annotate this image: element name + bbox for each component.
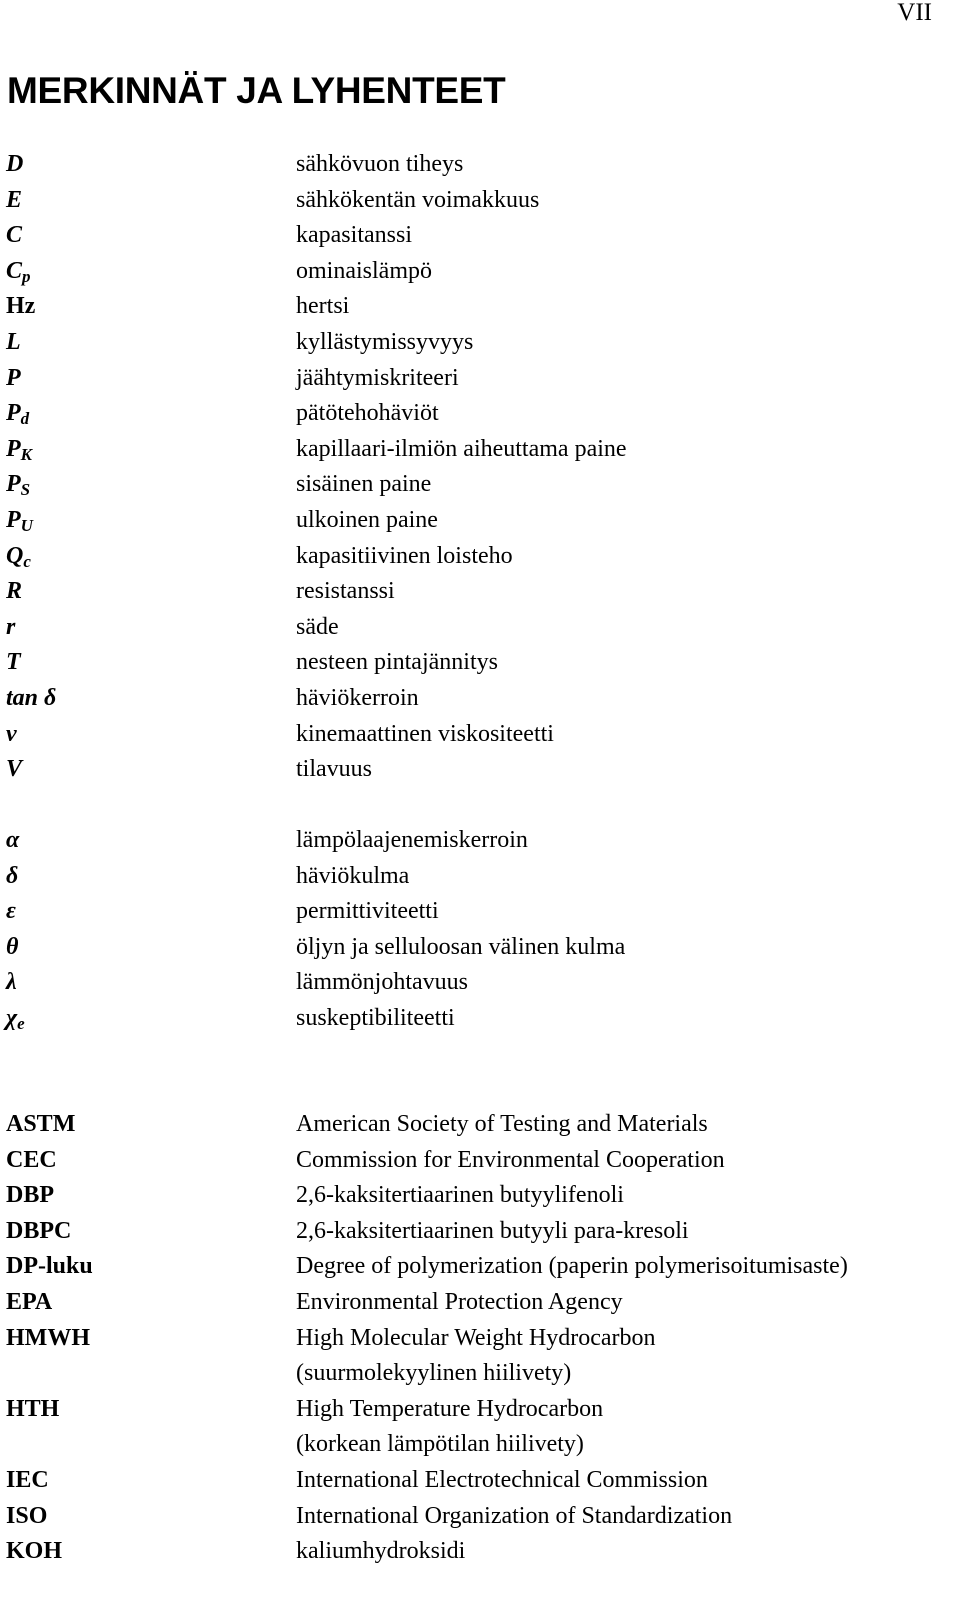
page-title: MERKINNÄT JA LYHENTEET xyxy=(7,70,506,111)
symbol-term xyxy=(0,289,296,325)
symbol-entry xyxy=(0,752,960,788)
abbreviation-entry xyxy=(0,1534,960,1570)
symbol-entry xyxy=(0,183,960,219)
symbol-entry xyxy=(0,574,960,610)
abbreviation-entry xyxy=(0,1214,960,1250)
page-number: VII xyxy=(897,0,932,26)
abbreviation-definition xyxy=(296,1107,960,1143)
symbol-subscript: c xyxy=(23,551,31,571)
symbol-definition: kyllästymissyvyys xyxy=(296,328,474,355)
symbol-main: tan δ xyxy=(6,684,57,711)
symbol-term xyxy=(0,183,296,219)
abbreviation-definition xyxy=(296,1285,960,1321)
abbreviations-list xyxy=(0,1107,960,1570)
symbol-term xyxy=(0,645,296,681)
symbol-definition: lämmönjohtavuus xyxy=(296,969,468,996)
symbol-main: P xyxy=(6,400,21,427)
abbreviation-term: IEC xyxy=(6,1466,49,1493)
abbreviation-entry xyxy=(0,1143,960,1179)
definition-line: Commission for Environmental Cooperation xyxy=(296,1146,725,1173)
symbol-subscript: e xyxy=(17,1013,25,1033)
symbol-main: D xyxy=(6,151,24,177)
abbreviation-term: KOH xyxy=(6,1538,63,1565)
symbol-main: ε xyxy=(6,898,16,925)
symbol-definition: jäähtymiskriteeri xyxy=(296,364,459,391)
abbreviation-definition xyxy=(296,1143,960,1179)
symbol-definition: tilavuus xyxy=(296,756,372,783)
definition-line: 2,6-kaksitertiaarinen butyyli para-kresoli xyxy=(296,1217,689,1244)
symbol-main: Hz xyxy=(6,293,36,320)
abbreviation-definition xyxy=(296,1321,960,1392)
greek-symbol-entry xyxy=(0,823,960,859)
abbreviation-term: CEC xyxy=(6,1146,57,1173)
symbol-term xyxy=(0,361,296,397)
symbol-main: V xyxy=(6,756,23,783)
symbol-definition: häviökulma xyxy=(296,862,410,889)
symbol-definition: häviökerroin xyxy=(296,684,419,711)
symbol-main: T xyxy=(6,649,21,676)
symbol-entry xyxy=(0,218,960,254)
greek-symbol-entry xyxy=(0,1001,960,1037)
symbol-entry xyxy=(0,681,960,717)
symbol-entry xyxy=(0,467,960,503)
symbol-definition: pätötehohäviöt xyxy=(296,400,439,427)
symbol-term xyxy=(0,823,296,859)
symbol-term xyxy=(0,325,296,361)
symbol-entry xyxy=(0,254,960,290)
symbol-definition: sähkövuon tiheys xyxy=(296,151,464,177)
symbol-definition: kapasitiivinen loisteho xyxy=(296,542,513,569)
definition-line: kaliumhydroksidi xyxy=(296,1538,466,1565)
symbol-main: θ xyxy=(6,933,19,960)
symbol-entry xyxy=(0,539,960,575)
symbol-subscript: S xyxy=(20,480,31,500)
symbol-subscript: p xyxy=(22,266,31,286)
symbol-definition: kapillaari-ilmiön aiheuttama paine xyxy=(296,435,627,462)
definition-line: 2,6-kaksitertiaarinen butyylifenoli xyxy=(296,1182,624,1209)
symbol-entry xyxy=(0,503,960,539)
definition-line: International Electrotechnical Commission xyxy=(296,1466,708,1493)
symbol-term xyxy=(0,432,296,468)
abbreviation-entry xyxy=(0,1321,960,1392)
abbreviation-term: DP-luku xyxy=(6,1253,93,1280)
symbol-entry xyxy=(0,610,960,646)
symbol-term xyxy=(0,894,296,930)
symbol-definition: sähkökentän voimakkuus xyxy=(296,186,540,213)
greek-symbol-entry xyxy=(0,930,960,966)
symbol-definition: hertsi xyxy=(296,293,350,320)
abbreviation-definition xyxy=(296,1214,960,1250)
abbreviation-term: DBP xyxy=(6,1182,54,1209)
abbreviation-term: HTH xyxy=(6,1395,60,1422)
symbol-main: λ xyxy=(6,969,17,996)
definition-line: International Organization of Standardization xyxy=(296,1502,733,1529)
symbol-term xyxy=(0,574,296,610)
abbreviation-definition xyxy=(296,1534,960,1570)
symbol-entry xyxy=(0,396,960,432)
abbreviation-definition xyxy=(296,1249,960,1285)
symbol-entry xyxy=(0,645,960,681)
symbol-entry xyxy=(0,432,960,468)
symbol-main: χ xyxy=(6,1004,18,1031)
symbol-definition: permittiviteetti xyxy=(296,898,439,925)
symbol-main: C xyxy=(6,222,23,249)
symbol-main: P xyxy=(6,435,21,462)
symbol-entry xyxy=(0,147,960,183)
abbreviation-term: HMWH xyxy=(6,1324,90,1351)
greek-symbol-entry xyxy=(0,859,960,895)
symbol-definition: kinemaattinen viskositeetti xyxy=(296,720,554,747)
symbol-definition: ominaislämpö xyxy=(296,257,432,284)
abbreviation-term: ISO xyxy=(6,1502,48,1529)
symbol-entry xyxy=(0,325,960,361)
symbol-term xyxy=(0,147,296,183)
symbol-term xyxy=(0,681,296,717)
symbol-main: R xyxy=(6,578,23,605)
abbreviation-definition xyxy=(296,1392,960,1463)
symbol-main: E xyxy=(6,186,23,213)
abbreviation-term: ASTM xyxy=(6,1111,76,1137)
symbol-term xyxy=(0,717,296,753)
symbol-definition: öljyn ja selluloosan välinen kulma xyxy=(296,933,626,960)
symbol-definition: resistanssi xyxy=(296,578,395,605)
abbreviation-definition xyxy=(296,1463,960,1499)
symbol-term xyxy=(0,254,296,290)
symbol-term xyxy=(0,1001,296,1037)
symbol-main: δ xyxy=(6,862,19,889)
symbol-main: α xyxy=(6,827,20,853)
symbol-subscript: K xyxy=(20,444,33,464)
symbol-subscript: d xyxy=(20,409,30,429)
symbol-main: L xyxy=(6,328,21,355)
symbol-definition: suskeptibiliteetti xyxy=(296,1004,455,1031)
abbreviation-definition xyxy=(296,1499,960,1535)
abbreviation-term: DBPC xyxy=(6,1217,72,1244)
symbol-definition: kapasitanssi xyxy=(296,222,412,249)
abbreviation-term: EPA xyxy=(6,1288,53,1315)
abbreviation-entry xyxy=(0,1249,960,1285)
symbol-term xyxy=(0,396,296,432)
greek-symbols-list xyxy=(0,823,960,1037)
symbol-main: C xyxy=(6,257,23,284)
symbols-list xyxy=(0,147,960,788)
symbol-term xyxy=(0,859,296,895)
symbol-main: r xyxy=(6,613,16,640)
symbol-term xyxy=(0,752,296,788)
symbol-main: Q xyxy=(6,542,24,569)
definition-line: High Molecular Weight Hydrocarbon xyxy=(296,1324,656,1351)
greek-symbol-entry xyxy=(0,965,960,1001)
definition-line: (korkean lämpötilan hiilivety) xyxy=(296,1431,584,1458)
symbol-entry xyxy=(0,289,960,325)
symbol-definition: nesteen pintajännitys xyxy=(296,649,498,676)
symbol-term xyxy=(0,467,296,503)
definition-line: American Society of Testing and Materials xyxy=(296,1111,708,1137)
abbreviation-entry xyxy=(0,1499,960,1535)
symbol-main: P xyxy=(6,506,21,533)
definition-line: High Temperature Hydrocarbon xyxy=(296,1395,604,1422)
abbreviation-entry xyxy=(0,1107,960,1143)
symbol-term xyxy=(0,930,296,966)
symbol-definition: lämpölaajenemiskerroin xyxy=(296,827,528,853)
symbol-term xyxy=(0,539,296,575)
abbreviation-entry xyxy=(0,1463,960,1499)
definition-line: Degree of polymerization (paperin polymerisoitumisaste) xyxy=(296,1253,848,1280)
symbol-main: P xyxy=(6,364,21,391)
symbol-entry xyxy=(0,717,960,753)
symbol-definition: ulkoinen paine xyxy=(296,506,438,533)
symbol-term xyxy=(0,965,296,1001)
abbreviation-entry xyxy=(0,1392,960,1463)
symbol-main: ν xyxy=(6,720,17,747)
symbol-definition: säde xyxy=(296,613,339,640)
symbol-subscript: U xyxy=(20,515,33,535)
abbreviation-entry xyxy=(0,1285,960,1321)
symbol-main: P xyxy=(6,471,21,498)
symbol-term xyxy=(0,610,296,646)
abbreviation-entry xyxy=(0,1178,960,1214)
symbol-definition: sisäinen paine xyxy=(296,471,432,498)
definition-line: Environmental Protection Agency xyxy=(296,1288,623,1315)
definition-line: (suurmolekyylinen hiilivety) xyxy=(296,1360,572,1387)
greek-symbol-entry xyxy=(0,894,960,930)
symbol-term xyxy=(0,503,296,539)
symbol-term xyxy=(0,218,296,254)
symbol-entry xyxy=(0,361,960,397)
abbreviation-definition xyxy=(296,1178,960,1214)
